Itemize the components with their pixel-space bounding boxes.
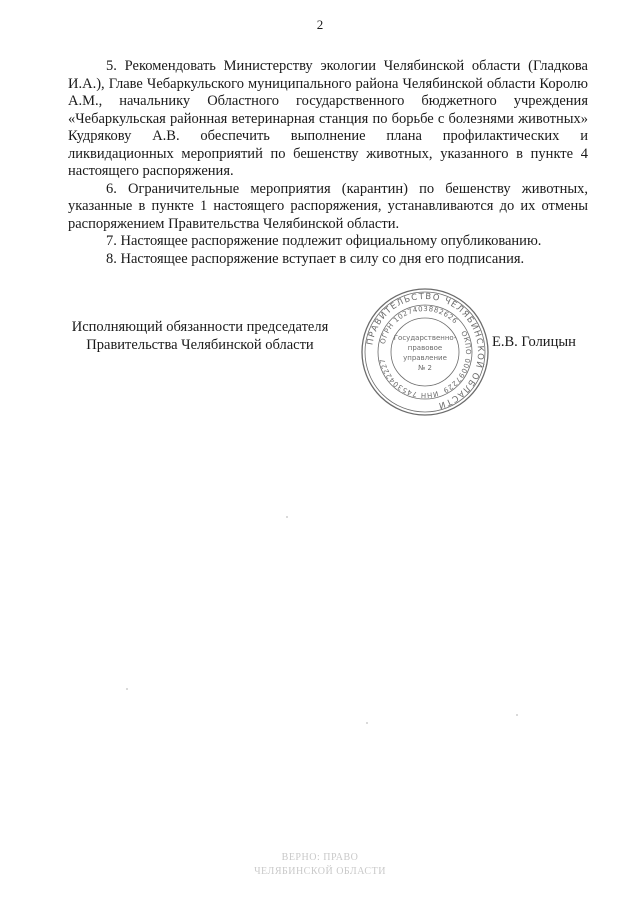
footer-watermark-line2: ЧЕЛЯБИНСКОЙ ОБЛАСТИ: [254, 866, 386, 877]
scan-speck: [516, 714, 518, 716]
stamp-center-line1: Государственно-: [393, 334, 457, 342]
stamp-okpo-text: ОКПО 00097229: [441, 329, 473, 395]
signatory-title-line2: Правительства Челябинской области: [86, 337, 314, 353]
stamp-inn-text: ИНН 7453042227: [378, 357, 440, 400]
stamp-center-line4: № 2: [418, 364, 432, 372]
paragraph-6: 6. Ограничительные мероприятия (карантин) по бешенству животных, указанные в пункте 1 настоящего распоряжения, устанавливаются до их отмены распоряжением Правительства Челябинской области.: [68, 180, 588, 232]
paragraph-8: 8. Настоящее распоряжение вступает в силу со дня его подписания.: [106, 250, 525, 267]
stamp-ogrn-text: ОГРН 1027403882626: [378, 304, 460, 345]
stamp-outer-ring-text: ПРАВИТЕЛЬСТВО ЧЕЛЯБИНСКОЙ ОБЛАСТИ: [365, 291, 486, 411]
signatory-title: [66, 318, 334, 354]
signatory-name: Е.В. Голицын: [492, 334, 576, 350]
scan-speck: [286, 516, 288, 518]
signatory-title-line1: Исполняющий обязанности председателя: [71, 319, 329, 335]
paragraph-5: 5. Рекомендовать Министерству экологии Челябинской области (Гладкова И.А.), Главе Чебаркульского муниципального района Челябинской области Королю А.М., начальнику Областного государственного бюджетного учреждения «Чебаркульская районная ветеринарная станция по борьбе с болезнями животных» Кудрякову А.В. обеспечить выполнение плана профилактических и ликвидационных мероприятий по бешенству животных, указанного в пункте 4 настоящего распоряжения.: [68, 58, 588, 179]
official-stamp: [359, 286, 491, 418]
scan-speck: [126, 688, 128, 690]
stamp-center-line3: управление: [403, 354, 447, 362]
scan-speck: [366, 722, 368, 724]
footer-watermark-line1: ВЕРНО: ПРАВО: [281, 852, 359, 863]
paragraph-7: 7. Настоящее распоряжение подлежит официальному опубликованию.: [106, 233, 542, 249]
stamp-center-line2: правовое: [407, 344, 443, 352]
document-body: [68, 58, 588, 268]
page-number: 2: [316, 17, 324, 32]
